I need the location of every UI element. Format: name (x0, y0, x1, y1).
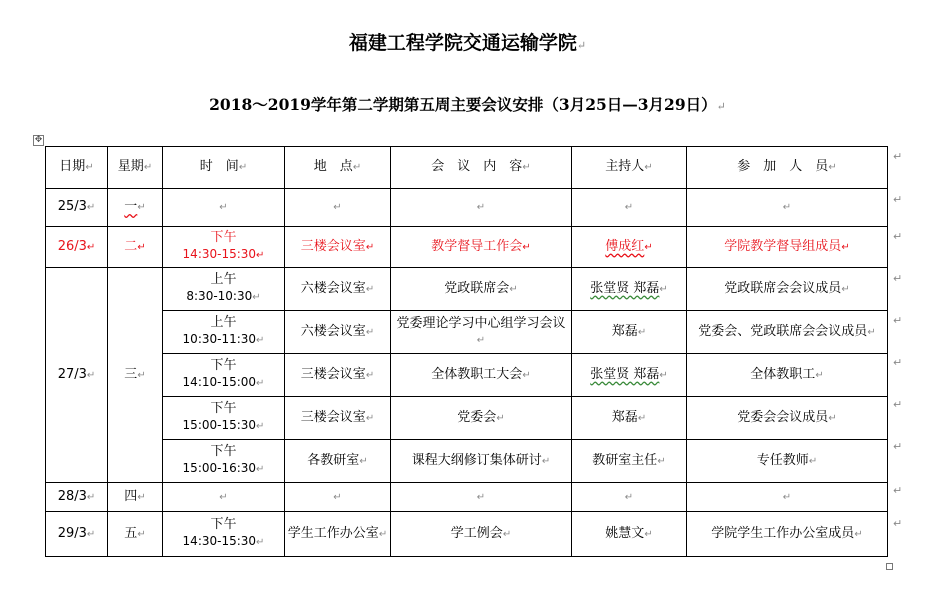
row-end-mark: ↵ (893, 356, 903, 369)
cell-time[interactable]: 下午 14:10-15:00↵ (163, 354, 285, 397)
header-host: 主持人↵ (572, 147, 687, 189)
cell-host[interactable]: 郑磊↵ (572, 397, 687, 440)
table-row (46, 440, 888, 483)
cell-host[interactable]: 张堂贤 郑磊↵ (572, 354, 687, 397)
cell-content[interactable]: ↵ (391, 483, 572, 512)
cell-attendees[interactable]: 学院学生工作办公室成员↵ (687, 512, 888, 557)
table-row (46, 189, 888, 227)
cell-time[interactable]: 下午 15:00-16:30↵ (163, 440, 285, 483)
cell-attendees[interactable]: 党委会、党政联席会会议成员↵ (687, 311, 888, 354)
cell-content[interactable]: 教学督导工作会↵ (391, 227, 572, 268)
cell-weekday[interactable]: 五↵ (108, 512, 163, 557)
table-row (46, 512, 888, 557)
cell-host[interactable]: ↵ (572, 483, 687, 512)
cell-place[interactable]: 各教研室↵ (285, 440, 391, 483)
row-end-mark: ↵ (893, 440, 903, 453)
header-place: 地 点↵ (285, 147, 391, 189)
cell-date[interactable]: 25/3↵ (46, 189, 108, 227)
cell-time[interactable]: 下午 15:00-15:30↵ (163, 397, 285, 440)
cell-host[interactable]: ↵ (572, 189, 687, 227)
cell-content[interactable]: 课程大纲修订集体研讨↵ (391, 440, 572, 483)
cell-time[interactable]: 上午 10:30-11:30↵ (163, 311, 285, 354)
table-row-highlighted (46, 227, 888, 268)
table-row (46, 354, 888, 397)
cell-place[interactable]: 三楼会议室↵ (285, 397, 391, 440)
header-date: 日期↵ (46, 147, 108, 189)
cell-attendees[interactable]: ↵ (687, 483, 888, 512)
cell-place[interactable]: 学生工作办公室↵ (285, 512, 391, 557)
table-move-handle-icon[interactable]: ✥ (34, 135, 43, 145)
table-header-row (46, 147, 888, 189)
cell-weekday[interactable]: 一↵ (108, 189, 163, 227)
header-weekday: 星期↵ (108, 147, 163, 189)
cell-attendees[interactable]: 专任教师↵ (687, 440, 888, 483)
cell-time[interactable]: ↵ (163, 483, 285, 512)
cell-content[interactable]: 全体教职工大会↵ (391, 354, 572, 397)
cell-attendees[interactable]: 党委会会议成员↵ (687, 397, 888, 440)
document-subtitle: 2018～2019学年第二学期第五周主要会议安排（3月25日—3月29日）↵ (209, 95, 726, 114)
table-row (46, 268, 888, 311)
table-row (46, 311, 888, 354)
cell-content[interactable]: 党政联席会↵ (391, 268, 572, 311)
cell-place[interactable]: 三楼会议室↵ (285, 354, 391, 397)
cell-content[interactable]: 学工例会↵ (391, 512, 572, 557)
row-end-mark: ↵ (893, 150, 903, 163)
row-end-mark: ↵ (893, 314, 903, 327)
cell-attendees[interactable]: 学院教学督导组成员↵ (687, 227, 888, 268)
cell-time[interactable]: 上午 8:30-10:30↵ (163, 268, 285, 311)
header-content: 会 议 内 容↵ (391, 147, 572, 189)
cell-content[interactable]: 党委会↵ (391, 397, 572, 440)
cell-content[interactable]: ↵ (391, 189, 572, 227)
row-end-mark: ↵ (893, 193, 903, 206)
table-resize-handle[interactable] (886, 563, 893, 570)
cell-place[interactable]: 六楼会议室↵ (285, 311, 391, 354)
cell-date[interactable]: 29/3↵ (46, 512, 108, 557)
cell-time[interactable]: ↵ (163, 189, 285, 227)
meeting-schedule-table (45, 146, 888, 557)
document-title: 福建工程学院交通运输学院↵ (348, 32, 587, 54)
cell-time[interactable]: 下午 14:30-15:30↵ (163, 512, 285, 557)
cell-host[interactable]: 教研室主任↵ (572, 440, 687, 483)
cell-weekday[interactable]: 三↵ (108, 268, 163, 483)
cell-weekday[interactable]: 四↵ (108, 483, 163, 512)
row-end-mark: ↵ (893, 517, 903, 530)
cell-host[interactable]: 姚慧文↵ (572, 512, 687, 557)
cell-time[interactable]: 下午 14:30-15:30↵ (163, 227, 285, 268)
cell-place[interactable]: 三楼会议室↵ (285, 227, 391, 268)
header-time: 时 间↵ (163, 147, 285, 189)
cell-date[interactable]: 27/3↵ (46, 268, 108, 483)
cell-host[interactable]: 傅成红↵ (572, 227, 687, 268)
table-row (46, 397, 888, 440)
row-end-mark: ↵ (893, 398, 903, 411)
row-end-mark: ↵ (893, 272, 903, 285)
cell-attendees[interactable]: ↵ (687, 189, 888, 227)
cell-host[interactable]: 张堂贤 郑磊↵ (572, 268, 687, 311)
cell-date[interactable]: 26/3↵ (46, 227, 108, 268)
row-end-mark: ↵ (893, 484, 903, 497)
cell-date[interactable]: 28/3↵ (46, 483, 108, 512)
cell-weekday[interactable]: 二↵ (108, 227, 163, 268)
cell-attendees[interactable]: 党政联席会会议成员↵ (687, 268, 888, 311)
cell-place[interactable]: ↵ (285, 189, 391, 227)
cell-host[interactable]: 郑磊↵ (572, 311, 687, 354)
cell-place[interactable]: 六楼会议室↵ (285, 268, 391, 311)
table-row (46, 483, 888, 512)
cell-place[interactable]: ↵ (285, 483, 391, 512)
cell-content[interactable]: 党委理论学习中心组学习会议↵ (391, 311, 572, 354)
header-attendees: 参 加 人 员↵ (687, 147, 888, 189)
row-end-mark: ↵ (893, 230, 903, 243)
cell-attendees[interactable]: 全体教职工↵ (687, 354, 888, 397)
